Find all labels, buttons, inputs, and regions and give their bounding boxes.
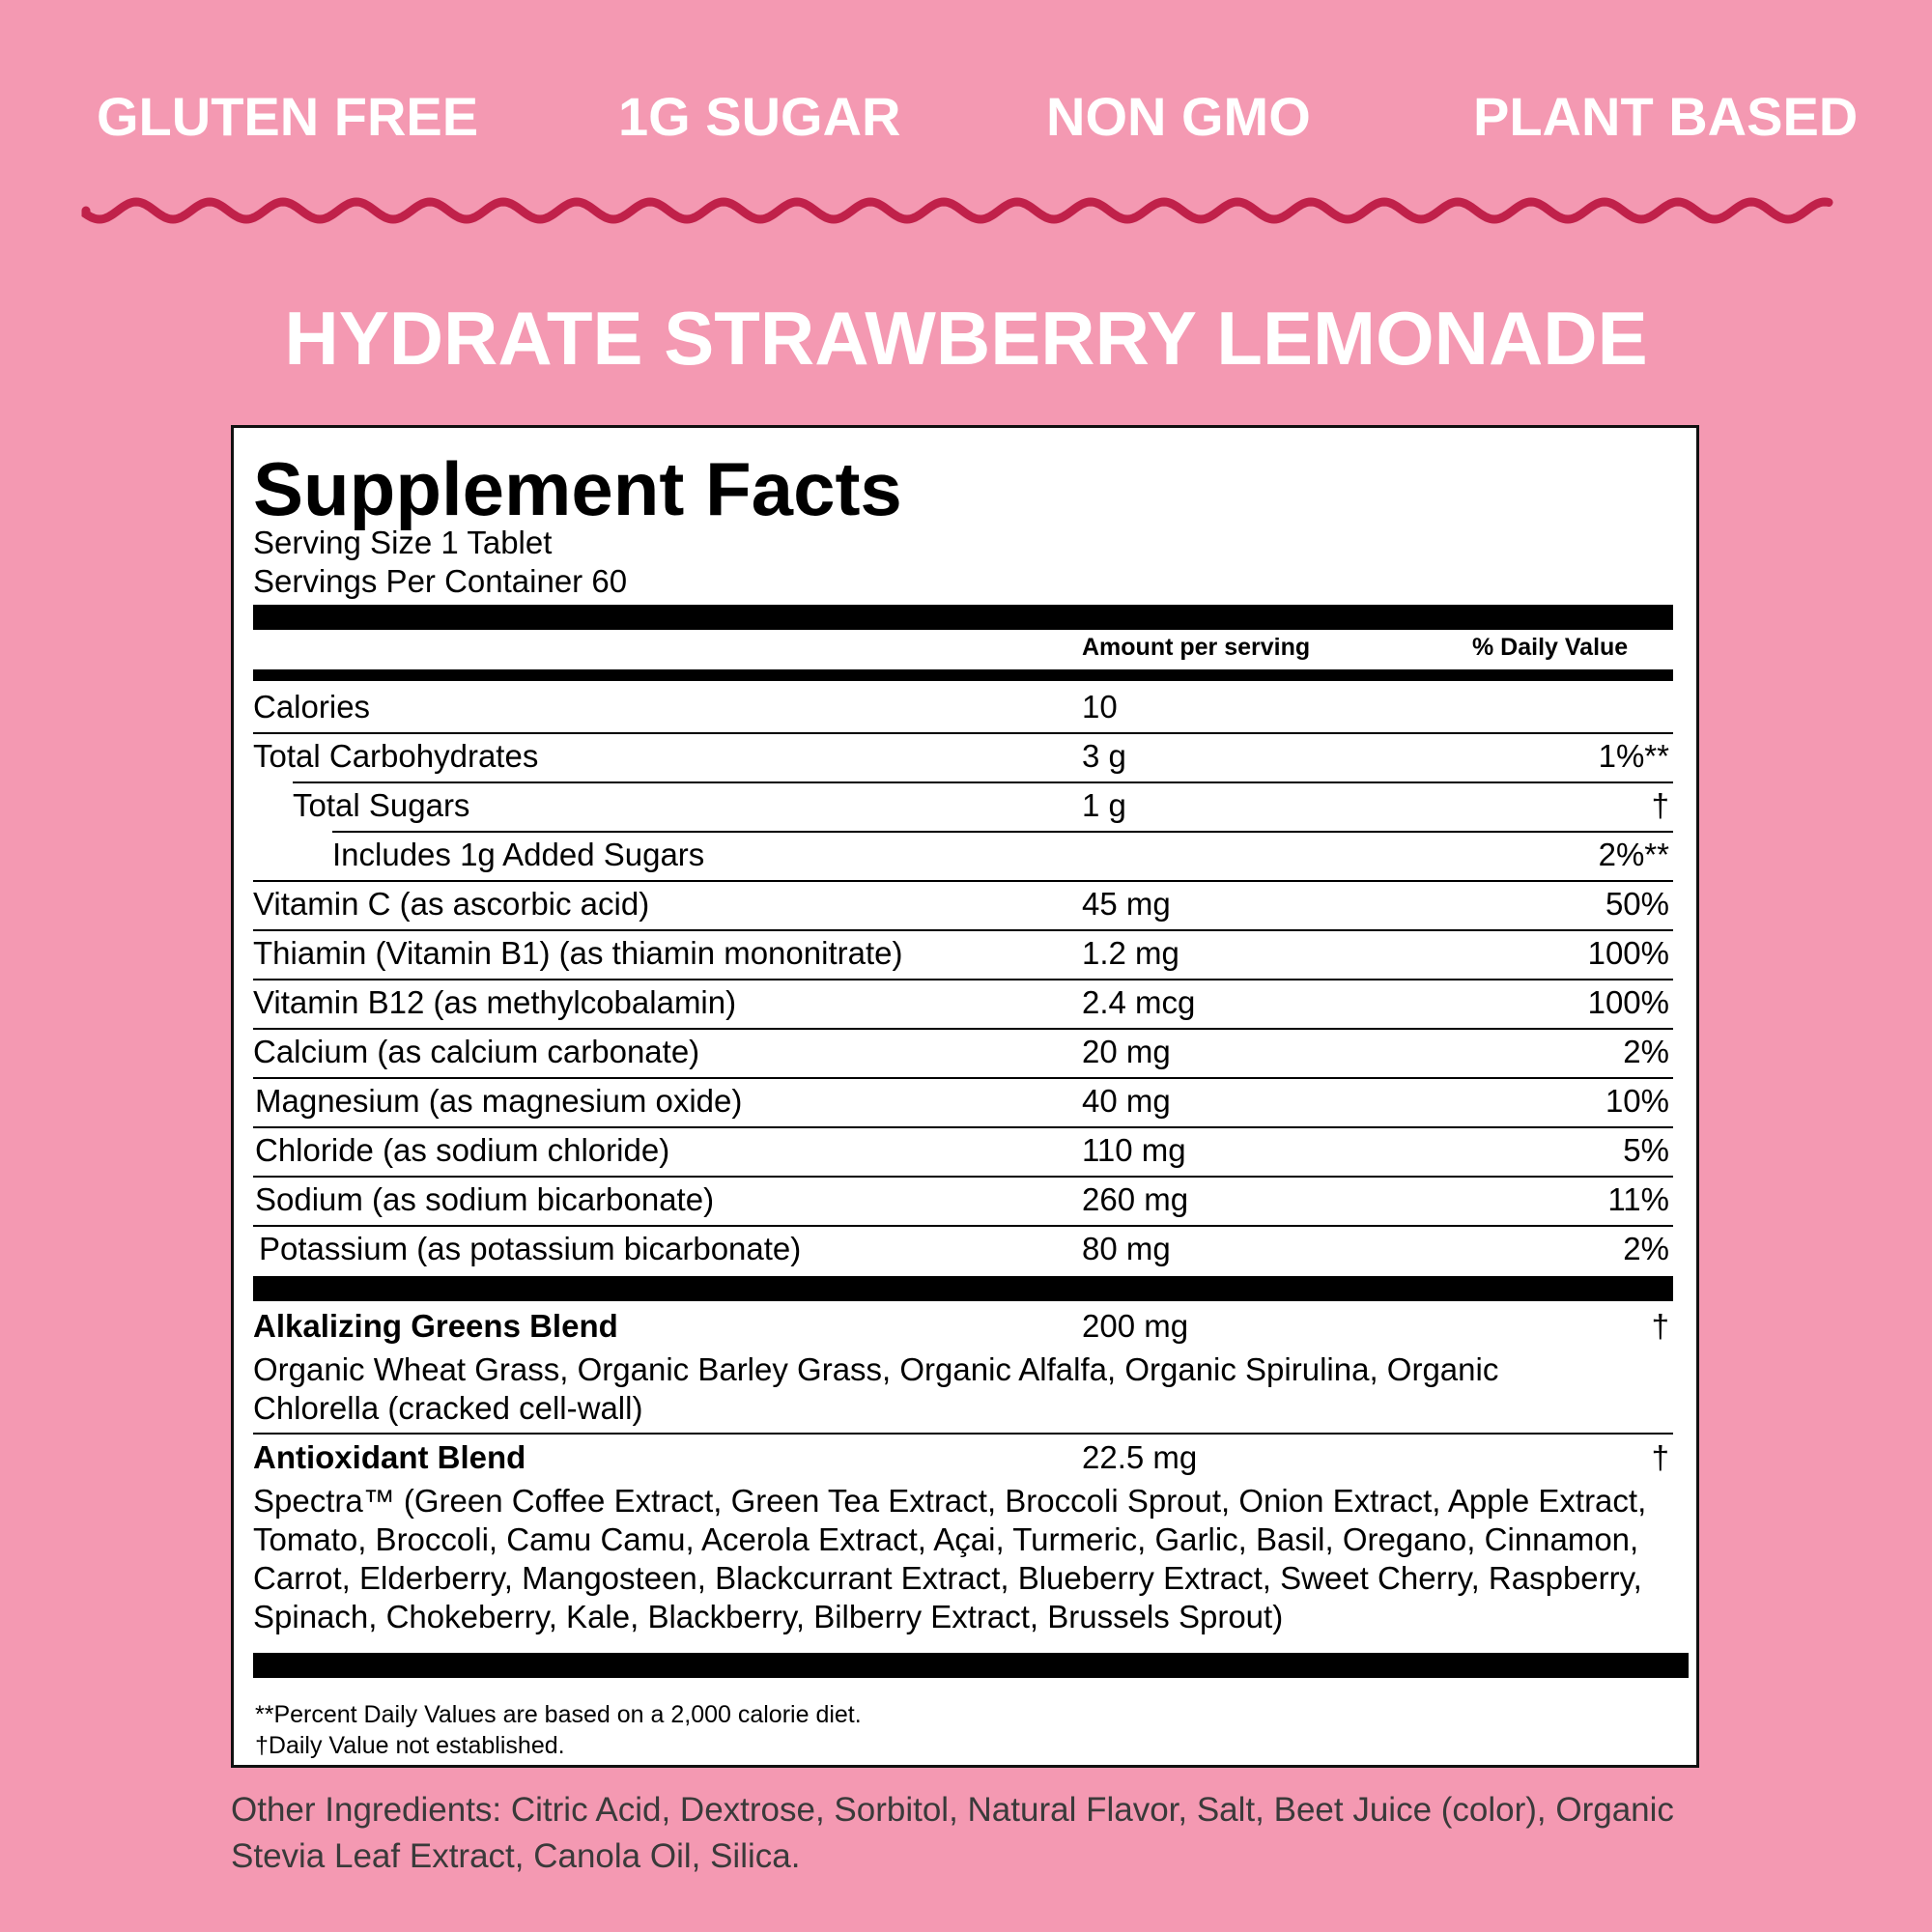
row-divider xyxy=(253,979,1673,980)
row-divider xyxy=(253,1126,1673,1128)
nutrient-name: Calories xyxy=(253,689,371,724)
nutrient-name: Total Carbohydrates xyxy=(253,738,539,774)
nutrient-amount: 2.4 mcg xyxy=(1082,984,1196,1020)
claim-plant-based: PLANT BASED xyxy=(1473,86,1859,147)
nutrient-amount: 40 mg xyxy=(1082,1083,1171,1119)
blend-description: Organic Wheat Grass, Organic Barley Grass, Organic Alfalfa, Organic Spirulina, Organic Chlorella (cracked cell-wall) xyxy=(253,1351,1499,1426)
nutrient-name: Includes 1g Added Sugars xyxy=(332,837,705,872)
footnote-dagger: †Daily Value not established. xyxy=(255,1732,565,1759)
footnote-dv: **Percent Daily Values are based on a 2,000 calorie diet. xyxy=(255,1701,862,1728)
nutrient-amount: 110 mg xyxy=(1082,1132,1186,1168)
other-ingredients: Other Ingredients: Citric Acid, Dextrose, Sorbitol, Natural Flavor, Salt, Beet Juice (color), Organic Stevia Leaf Extract, Canola Oil, Silica. xyxy=(231,1791,1674,1875)
nutrient-dv: 1%** xyxy=(1598,738,1669,774)
nutrient-name: Thiamin (Vitamin B1) (as thiamin mononitrate) xyxy=(253,935,903,971)
supplement-facts-panel xyxy=(231,425,1699,1768)
wavy-divider xyxy=(81,189,1845,238)
nutrient-name: Vitamin C (as ascorbic acid) xyxy=(253,886,650,922)
row-divider xyxy=(253,1028,1673,1030)
blend-amount: 200 mg xyxy=(1082,1308,1189,1344)
thick-rule xyxy=(253,605,1673,630)
row-divider xyxy=(253,1176,1673,1178)
thick-rule xyxy=(253,1653,1689,1678)
dv-header: % Daily Value xyxy=(1472,634,1629,661)
nutrient-dv: 2% xyxy=(1623,1034,1669,1069)
nutrient-name: Total Sugars xyxy=(293,787,470,823)
serving-size: Serving Size 1 Tablet xyxy=(253,525,553,560)
claim-sugar: 1G SUGAR xyxy=(618,86,901,147)
nutrient-dv: 100% xyxy=(1587,984,1669,1020)
nutrient-amount: 1 g xyxy=(1082,787,1126,823)
row-divider xyxy=(253,929,1673,931)
nutrient-name: Calcium (as calcium carbonate) xyxy=(253,1034,700,1069)
claim-non-gmo: NON GMO xyxy=(1046,86,1311,147)
nutrient-name: Sodium (as sodium bicarbonate) xyxy=(255,1181,715,1217)
claims-bar xyxy=(0,85,1932,153)
row-divider xyxy=(253,1225,1673,1227)
nutrient-dv: 2%** xyxy=(1598,837,1669,872)
nutrient-name: Potassium (as potassium bicarbonate) xyxy=(259,1231,802,1266)
row-divider xyxy=(332,831,1673,833)
nutrient-dv: † xyxy=(1651,787,1669,823)
nutrient-name: Chloride (as sodium chloride) xyxy=(255,1132,670,1168)
amount-header: Amount per serving xyxy=(1082,634,1311,661)
nutrient-dv: 5% xyxy=(1623,1132,1669,1168)
nutrient-amount: 45 mg xyxy=(1082,886,1171,922)
blend-amount: 22.5 mg xyxy=(1082,1439,1198,1475)
nutrient-amount: 10 xyxy=(1082,689,1118,724)
row-divider xyxy=(253,1433,1673,1435)
header-rule xyxy=(253,669,1673,681)
blend-dv: † xyxy=(1651,1308,1669,1344)
nutrient-name: Magnesium (as magnesium oxide) xyxy=(255,1083,743,1119)
row-divider xyxy=(293,781,1673,783)
nutrient-amount: 260 mg xyxy=(1082,1181,1189,1217)
nutrient-amount: 80 mg xyxy=(1082,1231,1171,1266)
nutrient-amount: 3 g xyxy=(1082,738,1126,774)
blend-name: Antioxidant Blend xyxy=(253,1439,526,1475)
nutrient-amount: 1.2 mg xyxy=(1082,935,1179,971)
nutrient-dv: 10% xyxy=(1605,1083,1669,1119)
product-title: HYDRATE STRAWBERRY LEMONADE xyxy=(284,296,1648,381)
panel-title: Supplement Facts xyxy=(253,446,902,531)
blend-description: Spectra™ (Green Coffee Extract, Green Tea Extract, Broccoli Sprout, Onion Extract, Apple Extract, Tomato, Broccoli, Camu Camu, Acerola Extract, Açai, Turmeric, Garlic, Basil, Oregano, Cinnamon, Carrot, Elderberry, Mangosteen, Blackcurrant Extract, Blueberry Extract, Sweet Cherry, Raspberry, Spinach, Chokeberry, Kale, Blackberry, Bilberry Extract, Brussels Sprout) xyxy=(253,1483,1647,1634)
claim-gluten-free: GLUTEN FREE xyxy=(97,86,479,147)
nutrient-amount: 20 mg xyxy=(1082,1034,1171,1069)
nutrient-dv: 100% xyxy=(1587,935,1669,971)
nutrient-dv: 50% xyxy=(1605,886,1669,922)
blend-name: Alkalizing Greens Blend xyxy=(253,1308,618,1344)
nutrient-dv: 11% xyxy=(1607,1181,1669,1217)
thick-rule xyxy=(253,1276,1673,1301)
row-divider xyxy=(253,1077,1673,1079)
row-divider xyxy=(253,880,1673,882)
nutrient-dv: 2% xyxy=(1623,1231,1669,1266)
nutrient-name: Vitamin B12 (as methylcobalamin) xyxy=(253,984,737,1020)
row-divider xyxy=(253,732,1673,734)
blend-dv: † xyxy=(1651,1439,1669,1475)
servings-per-container: Servings Per Container 60 xyxy=(253,563,628,599)
